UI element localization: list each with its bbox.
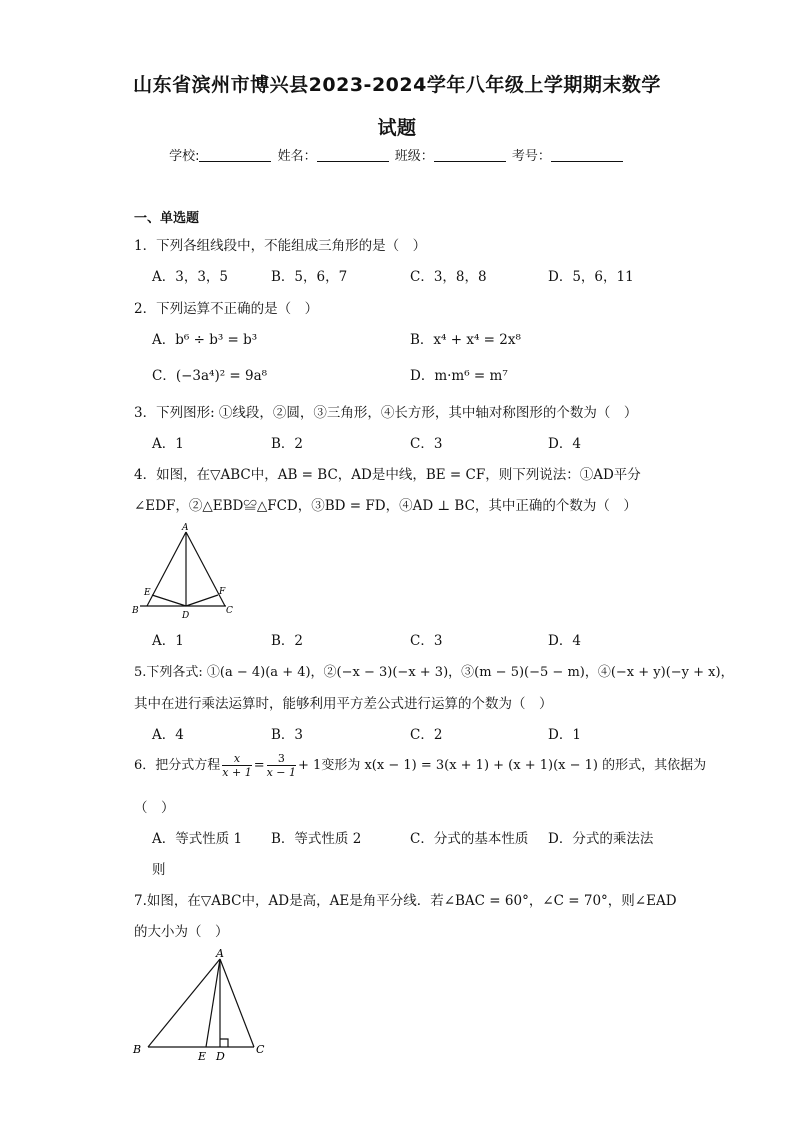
q3-option-d[interactable]: D．4 — [548, 436, 581, 452]
q6-fraction-2 — [267, 752, 296, 779]
q6-option-c[interactable]: C．分式的基本性质 — [410, 831, 529, 847]
school-label: 学校: — [169, 149, 200, 164]
q6-frac2-numerator: 3 — [267, 752, 296, 766]
q7-stem-line1: 7.如图，在▽ABC中，AD是高，AE是角平分线．若∠BAC = 60°，∠C = 70°，则∠EAD — [134, 893, 677, 909]
q6-stem-prefix: 6．把分式方程 — [134, 758, 221, 773]
q6-option-a[interactable]: A．等式性质 1 — [152, 831, 243, 847]
name-label: 姓名： — [277, 149, 317, 164]
exam-title-line2: 试题 — [377, 117, 417, 139]
class-blank[interactable] — [434, 149, 506, 162]
q4-triangle-figure — [130, 520, 240, 620]
q5-option-d[interactable]: D．1 — [548, 727, 581, 743]
q1-option-a[interactable]: A．3，3，5 — [152, 269, 229, 285]
exam-number-blank[interactable] — [551, 149, 623, 162]
exam-title-line1: 山东省滨州市博兴县2023-2024学年八年级上学期期末数学 — [133, 74, 661, 96]
q3-option-b[interactable]: B．2 — [271, 436, 304, 452]
q6-stem-suffix: + 1变形为 x(x − 1) = 3(x + 1) + (x + 1)(x − 1) 的形式，其依据为 — [298, 758, 707, 773]
q4-label-e: E — [144, 588, 151, 598]
q5-option-c[interactable]: C．2 — [410, 727, 443, 743]
q1-option-c[interactable]: C．3，8，8 — [410, 269, 487, 285]
q4-option-b[interactable]: B．2 — [271, 633, 304, 649]
q1-stem: 1．下列各组线段中，不能组成三角形的是（ ） — [134, 238, 427, 254]
q5-option-a[interactable]: A．4 — [152, 727, 184, 743]
q4-label-b: B — [132, 606, 139, 616]
q6-fraction-1 — [222, 752, 251, 779]
q1-option-d[interactable]: D．5，6，11 — [548, 269, 634, 285]
q6-option-d-continued: 则 — [152, 862, 166, 878]
q5-option-b[interactable]: B．3 — [271, 727, 304, 743]
q7-triangle-figure — [128, 945, 278, 1065]
q2-stem: 2．下列运算不正确的是（ ） — [134, 301, 319, 317]
q6-option-d[interactable]: D．分式的乘法法 — [548, 831, 654, 847]
exam-number-label: 考号： — [511, 149, 551, 164]
q6-option-b[interactable]: B．等式性质 2 — [271, 831, 362, 847]
q7-label-c: C — [256, 1043, 265, 1056]
q4-stem-line2: ∠EDF，②△EBD≌△FCD，③BD = FD，④AD ⊥ BC，其中正确的个数为（ ） — [134, 498, 637, 514]
q3-option-a[interactable]: A．1 — [152, 436, 184, 452]
school-blank[interactable] — [199, 149, 271, 162]
q6-stem-line1 — [134, 752, 706, 779]
q6-frac1-denominator: x + 1 — [222, 766, 252, 779]
q5-stem-line1: 5.下列各式: ①(a − 4)(a + 4)，②(−x − 3)(−x + 3)，③(m − 5)(−5 − m)，④(−x + y)(−y + x)， — [134, 665, 734, 680]
q5-stem-line2: 其中在进行乘法运算时，能够利用平方差公式进行运算的个数为（ ） — [134, 696, 553, 712]
q6-frac2-denominator: x − 1 — [266, 766, 297, 779]
q7-label-d: D — [216, 1050, 225, 1063]
q7-label-a: A — [216, 947, 224, 960]
q6-stem-line2: （ ） — [134, 800, 175, 816]
name-blank[interactable] — [317, 149, 389, 162]
class-label: 班级： — [394, 149, 434, 164]
q3-option-c[interactable]: C．3 — [410, 436, 443, 452]
q2-option-a[interactable]: A．b⁶ ÷ b³ = b³ — [152, 332, 258, 348]
q4-label-d: D — [182, 611, 190, 620]
q1-option-b[interactable]: B．5，6，7 — [271, 269, 348, 285]
q3-stem: 3．下列图形: ①线段，②圆，③三角形，④长方形，其中轴对称图形的个数为（ ） — [134, 405, 638, 421]
q4-label-f: F — [219, 587, 226, 597]
q4-option-a[interactable]: A．1 — [152, 633, 184, 649]
q4-label-a: A — [182, 523, 189, 533]
student-info-row — [0, 145, 794, 164]
section-heading: 一、单选题 — [134, 211, 200, 226]
q7-stem-line2: 的大小为（ ） — [134, 924, 229, 940]
q7-label-e: E — [198, 1050, 207, 1063]
q6-equals: = — [253, 758, 265, 773]
q2-option-d[interactable]: D．m·m⁶ = m⁷ — [410, 368, 508, 384]
q2-option-c[interactable]: C．(−3a⁴)² = 9a⁸ — [152, 368, 268, 384]
q7-label-b: B — [133, 1043, 142, 1056]
q4-label-c: C — [226, 606, 233, 616]
q4-option-d[interactable]: D．4 — [548, 633, 581, 649]
q4-option-c[interactable]: C．3 — [410, 633, 443, 649]
q2-option-b[interactable]: B．x⁴ + x⁴ = 2x⁸ — [410, 332, 521, 348]
q4-stem-line1: 4．如图，在▽ABC中，AB = BC，AD是中线，BE = CF，则下列说法：①AD平分 — [134, 467, 641, 483]
q6-frac1-numerator: x — [222, 752, 251, 766]
